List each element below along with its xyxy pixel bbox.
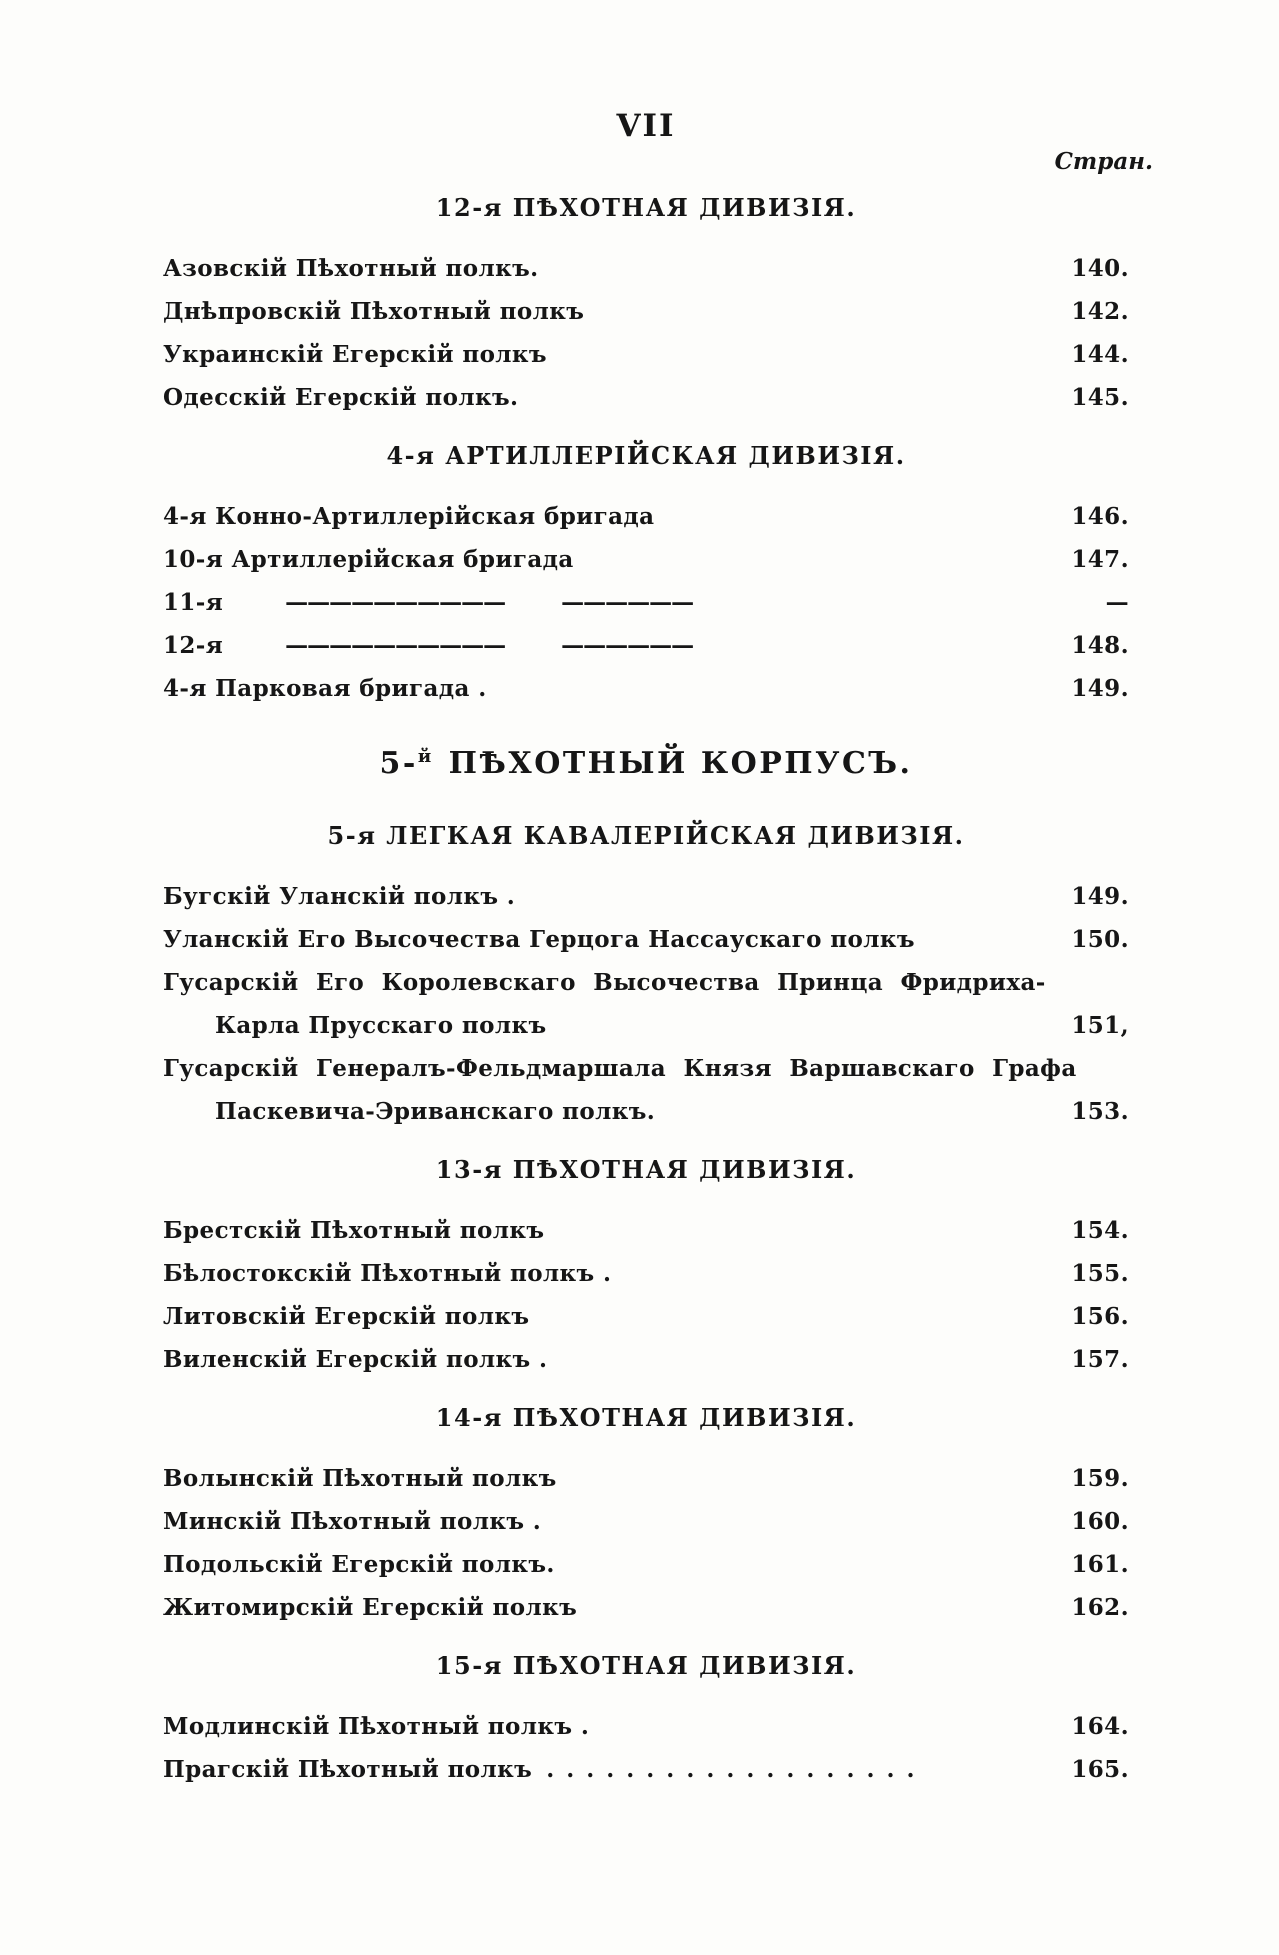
entry-label: 4-я Конно-Артиллерійская бригада bbox=[163, 503, 655, 530]
section-heading: 5-я ЛЕГКАЯ КАВАЛЕРІЙСКАЯ ДИВИЗІЯ. bbox=[327, 821, 965, 850]
entry-label: 4-я Парковая бригада . bbox=[163, 675, 487, 702]
entry-page-number: 149. bbox=[1071, 675, 1129, 702]
entry-label: Модлинскій Пѣхотный полкъ . bbox=[163, 1713, 590, 1740]
toc-entry-line2 bbox=[163, 1013, 1129, 1039]
toc-entry bbox=[163, 385, 1129, 411]
toc-entry bbox=[163, 1714, 1129, 1740]
entry-label: Бѣлостокскій Пѣхотный полкъ . bbox=[163, 1260, 612, 1287]
entry-page-number: 154. bbox=[1071, 1217, 1129, 1244]
toc-entry bbox=[163, 676, 1129, 702]
section-heading: 12-я ПѢХОТНАЯ ДИВИЗІЯ. bbox=[435, 193, 857, 222]
entry-label: Украинскій Егерскій полкъ bbox=[163, 341, 547, 368]
entry-page-number: 148. bbox=[1071, 632, 1129, 659]
toc-entry bbox=[163, 547, 1129, 573]
section-heading: 13-я ПѢХОТНАЯ ДИВИЗІЯ. bbox=[435, 1155, 857, 1184]
toc-entry bbox=[163, 927, 1129, 953]
entry-label: Волынскій Пѣхотный полкъ bbox=[163, 1465, 557, 1492]
entry-page-number: 146. bbox=[1071, 503, 1129, 530]
entry-page-number: 153. bbox=[1071, 1098, 1129, 1125]
entry-page-number: 149. bbox=[1071, 883, 1129, 910]
toc-entry bbox=[163, 1757, 1129, 1783]
toc-entry bbox=[163, 1218, 1129, 1244]
toc-entry-line1 bbox=[163, 1056, 1129, 1082]
toc-entry bbox=[163, 1509, 1129, 1535]
ditto-dash: —————— bbox=[561, 589, 694, 616]
entry-label: Виленскій Егерскій полкъ . bbox=[163, 1346, 548, 1373]
entry-label: Подольскій Егерскій полкъ. bbox=[163, 1551, 555, 1578]
section-heading: 15-я ПѢХОТНАЯ ДИВИЗІЯ. bbox=[435, 1651, 857, 1680]
entry-label: Брестскій Пѣхотный полкъ bbox=[163, 1217, 545, 1244]
corps-number-suffix: й bbox=[417, 746, 432, 767]
corps-title: ПѢХОТНЫЙ КОРПУСЪ. bbox=[448, 746, 913, 781]
toc-entry bbox=[163, 884, 1129, 910]
toc-entry bbox=[163, 1347, 1129, 1373]
entry-label: Житомирскій Егерскій полкъ bbox=[163, 1594, 578, 1621]
toc-entry bbox=[163, 342, 1129, 368]
toc-entry bbox=[163, 1595, 1129, 1621]
entry-page-number: 144. bbox=[1071, 341, 1129, 368]
toc-entry-ditto bbox=[163, 590, 1129, 616]
entry-page-number: 162. bbox=[1071, 1594, 1129, 1621]
toc-entry bbox=[163, 1466, 1129, 1492]
entry-label: Уланскій Его Высочества Герцога Нассаускаго полкъ bbox=[163, 926, 915, 953]
entry-page-number: 156. bbox=[1071, 1303, 1129, 1330]
toc-entry bbox=[163, 1304, 1129, 1330]
entry-page-number: 140. bbox=[1071, 255, 1129, 282]
entry-label: Азовскій Пѣхотный полкъ. bbox=[163, 255, 539, 282]
corps-number: 5- bbox=[379, 746, 418, 781]
section-heading: 4-я АРТИЛЛЕРІЙСКАЯ ДИВИЗІЯ. bbox=[386, 441, 906, 470]
entry-label: Литовскій Егерскій полкъ bbox=[163, 1303, 530, 1330]
entry-label: Одесскій Егерскій полкъ. bbox=[163, 384, 519, 411]
entry-page-number: 157. bbox=[1071, 1346, 1129, 1373]
page-number-roman: VII bbox=[616, 108, 676, 144]
entry-label: 10-я Артиллерійская бригада bbox=[163, 546, 574, 573]
dot-leader: . . . . . . . . . . . . . . . . . . . bbox=[546, 1757, 917, 1783]
entry-page-number: 165. bbox=[1071, 1756, 1129, 1783]
entry-page-number: 164. bbox=[1071, 1713, 1129, 1740]
corps-heading bbox=[163, 746, 1129, 781]
entry-label: Прагскій Пѣхотный полкъ bbox=[163, 1756, 533, 1783]
entry-page-number: 147. bbox=[1071, 546, 1129, 573]
entry-label: Днѣпровскій Пѣхотный полкъ bbox=[163, 298, 585, 325]
toc-entry-line1 bbox=[163, 970, 1129, 996]
entry-page-number: 161. bbox=[1071, 1551, 1129, 1578]
entry-label: 11-я bbox=[163, 589, 224, 616]
entry-label: Гусарскій Генералъ-Фельдмаршала Князя Варшавскаго Графа bbox=[163, 1055, 1077, 1082]
toc-entry bbox=[163, 299, 1129, 325]
toc-entry bbox=[163, 256, 1129, 282]
ditto-dash: —————————— bbox=[285, 589, 506, 616]
pages-column-header: Стран. bbox=[1054, 148, 1153, 175]
entry-label-continuation: Паскевича-Эриванскаго полкъ. bbox=[215, 1098, 656, 1125]
entry-page-number: 142. bbox=[1071, 298, 1129, 325]
entry-page-number: 151, bbox=[1071, 1012, 1129, 1039]
ditto-dash: —————— bbox=[561, 632, 694, 659]
entry-page-number: 145. bbox=[1071, 384, 1129, 411]
toc-entry-ditto bbox=[163, 633, 1129, 659]
toc-entry bbox=[163, 1552, 1129, 1578]
entry-page-number: 159. bbox=[1071, 1465, 1129, 1492]
section-heading: 14-я ПѢХОТНАЯ ДИВИЗІЯ. bbox=[435, 1403, 857, 1432]
entry-page-number: 155. bbox=[1071, 1260, 1129, 1287]
ditto-dash: —————————— bbox=[285, 632, 506, 659]
entry-label: Гусарскій Его Королевскаго Высочества Принца Фридриха- bbox=[163, 969, 1046, 996]
entry-page-number: — bbox=[1105, 589, 1129, 616]
entry-label: 12-я bbox=[163, 632, 224, 659]
toc-entry bbox=[163, 504, 1129, 530]
entry-page-number: 160. bbox=[1071, 1508, 1129, 1535]
entry-label: Минскій Пѣхотный полкъ . bbox=[163, 1508, 542, 1535]
toc-entry-line2 bbox=[163, 1099, 1129, 1125]
entry-page-number: 150. bbox=[1071, 926, 1129, 953]
toc-entry bbox=[163, 1261, 1129, 1287]
entry-label: Бугскій Уланскій полкъ . bbox=[163, 883, 516, 910]
entry-label-continuation: Карла Прусскаго полкъ bbox=[215, 1012, 547, 1039]
